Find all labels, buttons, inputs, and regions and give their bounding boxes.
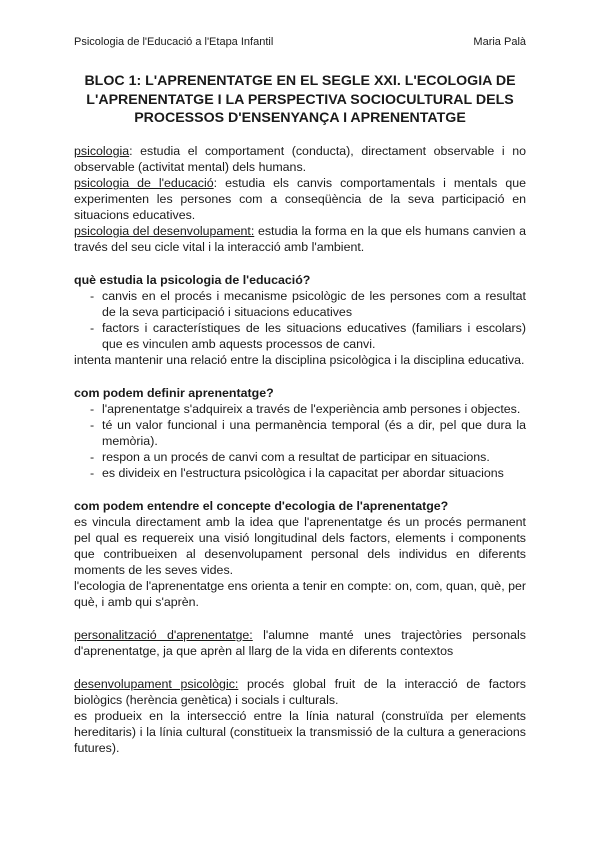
definition-personalitzacio	[74, 627, 526, 659]
list-item: - respon a un procés de canvi com a resultat de participar en situacions.	[90, 450, 490, 464]
list-item-text: factors i característiques de les situacions educatives (familiars i escolars) que es vinculen amb aquests processos de canvi.	[102, 321, 526, 351]
definition-psicologia-educacio	[74, 175, 526, 223]
definition-text: : estudia el comportament (conducta), directament observable i no observable (activitat mental) dels humans.	[74, 144, 526, 174]
list-item-text: es divideix en l'estructura psicològica i la capacitat per abordar situacions	[102, 466, 504, 480]
list-item-text: canvis en el procés i mecanisme psicològic de les persones com a resultat de la seva participació i situacions educatives	[102, 289, 526, 319]
list-item: - l'aprenentatge s'adquireix a través de l'experiència amb persones i objectes.	[90, 402, 521, 416]
definition-psicologia	[74, 143, 526, 175]
list-item: - té un valor funcional i una permanència temporal (és a dir, pel que dura la memòria).	[90, 418, 526, 448]
document-body	[74, 143, 526, 756]
list-item: - es divideix en l'estructura psicològica i la capacitat per abordar situacions	[90, 466, 504, 480]
definition-term: personalització d'aprenentatge:	[74, 628, 253, 642]
definition-psicologia-desenvolupament	[74, 223, 526, 255]
definition-desenvolupament-psicologic	[74, 676, 526, 708]
list-item-text: respon a un procés de canvi com a resultat de participar en situacions.	[102, 450, 490, 464]
definition-term: psicologia de l'educació	[74, 176, 214, 190]
list-item: - canvis en el procés i mecanisme psicològic de les persones com a resultat de la seva participació i situacions educatives	[90, 289, 526, 319]
section-heading: com podem definir aprenentatge?	[74, 386, 274, 400]
page-title: BLOC 1: L'APRENENTATGE EN EL SEGLE XXI. L'ECOLOGIA DE L'APRENENTATGE I LA PERSPECTIVA SOCIOCULTURAL DELS PROCESSOS D'ENSENYANÇA I APRENENTATGE	[84, 73, 516, 126]
bullet-list	[74, 401, 526, 481]
paragraph: es produeix en la intersecció entre la línia natural (construïda per elements hereditaris) i la línia cultural (constitueix la transmissió de la cultura a generacions futures).	[74, 709, 526, 755]
definition-text: procés global fruit de la interacció de factors biològics (herència genètica) i socials i culturals.	[74, 677, 526, 707]
header-author: Maria Palà	[473, 36, 526, 48]
definition-term: psicologia del desenvolupament:	[74, 224, 255, 238]
bullet-list	[74, 288, 526, 352]
definition-term: desenvolupament psicològic:	[74, 677, 239, 691]
section-heading: com podem entendre el concepte d'ecologia de l'aprenentatge?	[74, 499, 449, 513]
definition-text: : estudia els canvis comportamentals i mentals que experimenten les persones com a conseqüència de la seva participació en situacions educatives.	[74, 176, 526, 222]
paragraph: l'ecologia de l'aprenentatge ens orienta a tenir en compte: on, com, quan, què, per què, i amb qui s'aprèn.	[74, 579, 526, 609]
paragraph: es vincula directament amb la idea que l'aprenentatge és un procés permanent pel qual es requereix una visió longitudinal dels factors, elements i components que contribueixen al desenvolupament personal dels individus en diferents moments de les seves vides.	[74, 515, 526, 577]
header-course-title: Psicologia de l'Educació a l'Etapa Infantil	[74, 36, 274, 48]
list-item-text: té un valor funcional i una permanència temporal (és a dir, pel que dura la memòria).	[102, 418, 526, 448]
list-item: - factors i característiques de les situacions educatives (familiars i escolars) que es vinculen amb aquests processos de canvi.	[90, 321, 526, 351]
definition-text: estudia la forma en la que els humans canvien a través del seu cicle vital i la interacció amb l'ambient.	[74, 224, 526, 254]
section-heading: què estudia la psicologia de l'educació?	[74, 273, 311, 287]
definition-text: l'alumne manté unes trajectòries personals d'aprenentatge, ja que aprèn al llarg de la vida en diferents contextos	[74, 628, 526, 658]
paragraph: intenta mantenir una relació entre la disciplina psicològica i la disciplina educativa.	[74, 353, 525, 367]
list-item-text: l'aprenentatge s'adquireix a través de l'experiència amb persones i objectes.	[102, 402, 521, 416]
definition-term: psicologia	[74, 144, 130, 158]
